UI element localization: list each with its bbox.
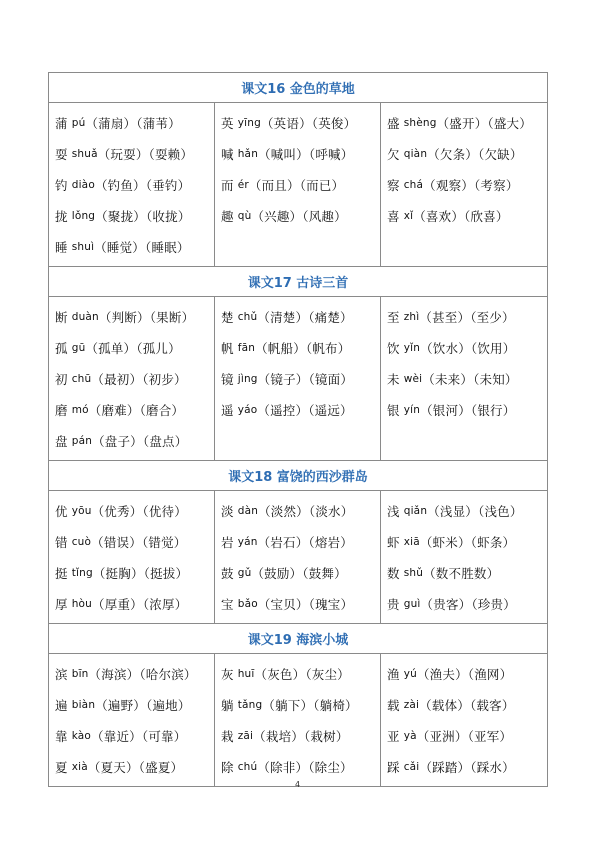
- vocab-entry: [55, 495, 214, 526]
- vocab-entry: [221, 301, 380, 332]
- vocab-entry: [387, 169, 547, 200]
- vocab-entry: [55, 107, 214, 138]
- vocab-character: 厚: [55, 596, 68, 612]
- vocab-entry: [55, 689, 214, 720]
- lesson-header-row: [49, 624, 548, 654]
- vocab-words: （躺下）（躺椅）: [262, 697, 358, 713]
- vocab-entry: [221, 720, 380, 751]
- vocab-character: 喜: [387, 208, 400, 224]
- page-number: 4: [294, 780, 301, 789]
- vocab-pinyin: qiàn: [403, 147, 428, 160]
- vocab-words: （蒲扇）（蒲苇）: [85, 115, 181, 131]
- vocab-character: 滨: [55, 666, 68, 682]
- vocab-words: （贵客）（珍贵）: [420, 596, 516, 612]
- vocab-pinyin: lǒng: [71, 209, 96, 222]
- vocab-pinyin: shuǎ: [71, 147, 98, 160]
- vocab-character: 贵: [387, 596, 400, 612]
- vocab-entry: [55, 169, 214, 200]
- vocab-pinyin: qù: [237, 209, 252, 222]
- lesson-header-row: [49, 461, 548, 491]
- vocab-words: （灰色）（灰尘）: [254, 666, 350, 682]
- vocab-character: 亚: [387, 728, 400, 744]
- vocab-pinyin: bǎo: [237, 597, 258, 610]
- vocab-character: 优: [55, 503, 68, 519]
- vocab-character: 至: [387, 309, 400, 325]
- vocab-character: 蒲: [55, 115, 68, 131]
- vocab-pinyin: shèng: [403, 116, 437, 129]
- vocab-words: （海滨）（哈尔滨）: [88, 666, 197, 682]
- vocab-character: 灰: [221, 666, 234, 682]
- vocab-pinyin: bīn: [71, 667, 89, 680]
- vocab-words: （栽培）（栽树）: [253, 728, 349, 744]
- vocab-words: （帆船）（帆布）: [255, 340, 351, 356]
- vocab-words: （虾米）（虾条）: [419, 534, 516, 550]
- vocab-entry: [55, 588, 214, 619]
- vocab-pinyin: yīng: [237, 116, 261, 129]
- vocab-pinyin: yán: [237, 535, 258, 548]
- vocab-words: （钓鱼）（垂钓）: [94, 177, 191, 193]
- vocab-entry: [55, 557, 214, 588]
- vocab-pinyin: duàn: [71, 310, 99, 323]
- vocab-words: （遥控）（遥远）: [257, 402, 353, 418]
- vocab-character: 挺: [55, 565, 68, 581]
- vocab-entry: [221, 363, 380, 394]
- lesson-header-row: [49, 267, 548, 297]
- lesson-body-row: [49, 297, 548, 461]
- vocab-pinyin: ér: [237, 178, 249, 191]
- vocab-column: [49, 297, 215, 461]
- vocab-words: （盘子）（盘点）: [92, 433, 188, 449]
- vocab-character: 渔: [387, 666, 400, 682]
- vocab-words: （鼓励）（鼓舞）: [251, 565, 347, 581]
- vocab-entry: [55, 138, 214, 169]
- lesson-title: 课文17 古诗三首: [49, 267, 548, 297]
- vocab-pinyin: yáo: [237, 403, 258, 416]
- vocab-entry: [221, 689, 380, 720]
- vocab-words: （渔夫）（渔网）: [416, 666, 513, 682]
- vocab-pinyin: jìng: [237, 372, 258, 385]
- vocab-words: （玩耍）（耍赖）: [97, 146, 194, 162]
- vocab-entry: [55, 526, 214, 557]
- vocab-pinyin: dàn: [237, 504, 259, 517]
- vocab-character: 夏: [55, 759, 68, 775]
- vocab-entry: [221, 526, 380, 557]
- vocab-character: 栽: [221, 728, 234, 744]
- vocab-words: （踩踏）（踩水）: [419, 759, 515, 775]
- vocab-words: （睡觉）（睡眠）: [94, 239, 190, 255]
- vocab-pinyin: shuì: [71, 240, 95, 253]
- vocab-entry: [221, 107, 380, 138]
- vocab-pinyin: yú: [403, 667, 417, 680]
- vocab-pinyin: qiǎn: [403, 504, 428, 517]
- vocab-character: 淡: [221, 503, 234, 519]
- lesson-title: 课文16 金色的草地: [49, 73, 548, 103]
- vocab-character: 拢: [55, 208, 68, 224]
- vocab-words: （喜欢）（欣喜）: [413, 208, 509, 224]
- vocab-character: 数: [387, 565, 400, 581]
- vocab-entry: [387, 107, 547, 138]
- vocab-words: （优秀）（优待）: [91, 503, 187, 519]
- vocab-words: （判断）（果断）: [98, 309, 195, 325]
- vocab-character: 盛: [387, 115, 400, 131]
- vocab-entry: [55, 231, 214, 262]
- vocab-words: （载体）（载客）: [419, 697, 515, 713]
- vocab-words: （兴趣）（风趣）: [251, 208, 347, 224]
- lesson-header-row: [49, 73, 548, 103]
- vocab-pinyin: guì: [403, 597, 421, 610]
- vocab-character: 银: [387, 402, 400, 418]
- vocab-pinyin: wèi: [403, 372, 423, 385]
- vocab-entry: [55, 751, 214, 782]
- vocab-character: 饮: [387, 340, 400, 356]
- vocab-character: 帆: [221, 340, 234, 356]
- vocab-words: （而且）（而已）: [248, 177, 345, 193]
- vocab-words: （亚洲）（亚军）: [416, 728, 513, 744]
- vocab-words: （未来）（未知）: [422, 371, 518, 387]
- vocab-words: （淡然）（淡水）: [258, 503, 354, 519]
- vocab-character: 虾: [387, 534, 400, 550]
- vocab-character: 镜: [221, 371, 234, 387]
- vocab-column: [49, 654, 215, 787]
- vocab-entry: [387, 332, 547, 363]
- vocab-column: [381, 654, 548, 787]
- vocab-entry: [387, 301, 547, 332]
- vocab-words: （宝贝）（瑰宝）: [257, 596, 354, 612]
- vocab-entry: [387, 526, 547, 557]
- vocab-words: （靠近）（可靠）: [91, 728, 187, 744]
- vocab-words: （磨难）（磨合）: [88, 402, 185, 418]
- vocab-character: 磨: [55, 402, 68, 418]
- vocab-entry: [387, 557, 547, 588]
- vocab-pinyin: hòu: [71, 597, 93, 610]
- vocab-pinyin: tǎng: [237, 698, 263, 711]
- vocab-pinyin: xià: [71, 760, 88, 773]
- vocab-pinyin: pán: [71, 434, 93, 447]
- vocab-entry: [387, 689, 547, 720]
- vocab-pinyin: gǔ: [237, 566, 252, 579]
- vocab-entry: [55, 332, 214, 363]
- vocab-column: [381, 103, 548, 267]
- vocab-pinyin: fān: [237, 341, 256, 354]
- vocab-entry: [387, 138, 547, 169]
- vocab-pinyin: pú: [71, 116, 86, 129]
- vocabulary-table: [48, 72, 548, 787]
- vocab-character: 踩: [387, 759, 400, 775]
- lesson-title: 课文18 富饶的西沙群岛: [49, 461, 548, 491]
- vocab-character: 钓: [55, 177, 68, 193]
- vocab-words: （挺胸）（挺拔）: [92, 565, 189, 581]
- vocab-entry: [221, 332, 380, 363]
- vocab-character: 遥: [221, 402, 234, 418]
- vocab-entry: [221, 495, 380, 526]
- vocab-character: 盘: [55, 433, 68, 449]
- vocab-pinyin: zāi: [237, 729, 254, 742]
- vocab-words: （清楚）（痛楚）: [257, 309, 353, 325]
- lesson-body-row: [49, 103, 548, 267]
- vocab-words: （除非）（除尘）: [257, 759, 353, 775]
- vocab-pinyin: chú: [237, 760, 258, 773]
- vocab-words: （观察）（考察）: [423, 177, 519, 193]
- vocab-pinyin: hǎn: [237, 147, 259, 160]
- vocab-character: 而: [221, 177, 234, 193]
- vocab-words: （错误）（错觉）: [91, 534, 187, 550]
- vocab-entry: [221, 138, 380, 169]
- vocab-pinyin: biàn: [71, 698, 96, 711]
- vocab-character: 欠: [387, 146, 400, 162]
- vocab-character: 浅: [387, 503, 400, 519]
- vocab-pinyin: mó: [71, 403, 89, 416]
- vocab-pinyin: xiā: [403, 535, 420, 548]
- vocab-entry: [55, 363, 214, 394]
- vocab-entry: [387, 394, 547, 425]
- vocab-entry: [55, 658, 214, 689]
- vocab-pinyin: chū: [71, 372, 92, 385]
- vocab-column: [215, 654, 381, 787]
- vocab-character: 喊: [221, 146, 234, 162]
- vocab-pinyin: diào: [71, 178, 95, 191]
- vocab-entry: [55, 200, 214, 231]
- vocab-character: 躺: [221, 697, 234, 713]
- vocab-words: （饮水）（饮用）: [420, 340, 516, 356]
- vocab-pinyin: cuò: [71, 535, 92, 548]
- vocab-entry: [387, 720, 547, 751]
- lesson-body-row: [49, 654, 548, 787]
- vocab-entry: [387, 200, 547, 231]
- vocab-words: （甚至）（至少）: [419, 309, 515, 325]
- vocab-character: 未: [387, 371, 400, 387]
- vocab-pinyin: cǎi: [403, 760, 420, 773]
- vocab-words: （欠条）（欠缺）: [427, 146, 523, 162]
- vocab-pinyin: tǐng: [71, 566, 93, 579]
- vocab-entry: [387, 588, 547, 619]
- vocab-entry: [221, 588, 380, 619]
- vocab-pinyin: chá: [403, 178, 424, 191]
- vocab-entry: [55, 720, 214, 751]
- vocab-entry: [221, 169, 380, 200]
- vocab-column: [49, 103, 215, 267]
- vocab-pinyin: yōu: [71, 504, 92, 517]
- lesson-title: 课文19 海滨小城: [49, 624, 548, 654]
- vocab-column: [215, 491, 381, 624]
- vocab-entry: [221, 394, 380, 425]
- vocab-character: 鼓: [221, 565, 234, 581]
- vocab-character: 错: [55, 534, 68, 550]
- vocab-entry: [387, 751, 547, 782]
- vocab-entry: [387, 658, 547, 689]
- vocab-column: [215, 297, 381, 461]
- vocab-entry: [387, 363, 547, 394]
- vocab-words: （镜子）（镜面）: [257, 371, 354, 387]
- vocab-words: （最初）（初步）: [91, 371, 187, 387]
- vocab-words: （厚重）（浓厚）: [92, 596, 188, 612]
- vocab-entry: [55, 394, 214, 425]
- vocab-words: （岩石）（熔岩）: [257, 534, 353, 550]
- vocab-words: （浅显）（浅色）: [427, 503, 523, 519]
- lesson-body-row: [49, 491, 548, 624]
- vocab-entry: [387, 495, 547, 526]
- vocab-character: 除: [221, 759, 234, 775]
- vocab-entry: [221, 751, 380, 782]
- vocab-column: [381, 491, 548, 624]
- vocab-character: 宝: [221, 596, 234, 612]
- vocab-words: （数不胜数）: [423, 565, 500, 581]
- vocab-pinyin: yà: [403, 729, 417, 742]
- vocab-character: 楚: [221, 309, 234, 325]
- vocab-character: 孤: [55, 340, 68, 356]
- vocab-pinyin: yín: [403, 403, 421, 416]
- vocab-character: 载: [387, 697, 400, 713]
- vocab-words: （孤单）（孤儿）: [85, 340, 181, 356]
- vocab-pinyin: huī: [237, 667, 255, 680]
- vocab-words: （夏天）（盛夏）: [87, 759, 184, 775]
- vocab-pinyin: xǐ: [403, 209, 414, 222]
- vocab-words: （遍野）（遍地）: [95, 697, 191, 713]
- vocab-character: 英: [221, 115, 234, 131]
- vocab-pinyin: chǔ: [237, 310, 258, 323]
- vocab-character: 察: [387, 177, 400, 193]
- vocab-column: [381, 297, 548, 461]
- vocab-pinyin: zhì: [403, 310, 420, 323]
- vocab-entry: [55, 301, 214, 332]
- vocab-words: （英语）（英俊）: [260, 115, 357, 131]
- vocab-pinyin: kào: [71, 729, 92, 742]
- vocab-pinyin: gū: [71, 341, 86, 354]
- vocab-column: [215, 103, 381, 267]
- vocab-character: 睡: [55, 239, 68, 255]
- vocab-entry: [221, 658, 380, 689]
- vocab-pinyin: yǐn: [403, 341, 421, 354]
- vocab-words: （喊叫）（呼喊）: [258, 146, 354, 162]
- vocab-entry: [221, 557, 380, 588]
- vocab-pinyin: zài: [403, 698, 420, 711]
- vocab-words: （盛开）（盛大）: [436, 115, 532, 131]
- vocab-column: [49, 491, 215, 624]
- vocab-character: 岩: [221, 534, 234, 550]
- vocab-character: 断: [55, 309, 68, 325]
- vocab-words: （聚拢）（收拢）: [95, 208, 191, 224]
- vocab-pinyin: shǔ: [403, 566, 424, 579]
- vocab-character: 耍: [55, 146, 68, 162]
- vocab-character: 靠: [55, 728, 68, 744]
- vocab-words: （银河）（银行）: [420, 402, 516, 418]
- vocab-entry: [221, 200, 380, 231]
- vocab-character: 遍: [55, 697, 68, 713]
- vocab-character: 趣: [221, 208, 234, 224]
- vocab-entry: [55, 425, 214, 456]
- vocab-character: 初: [55, 371, 68, 387]
